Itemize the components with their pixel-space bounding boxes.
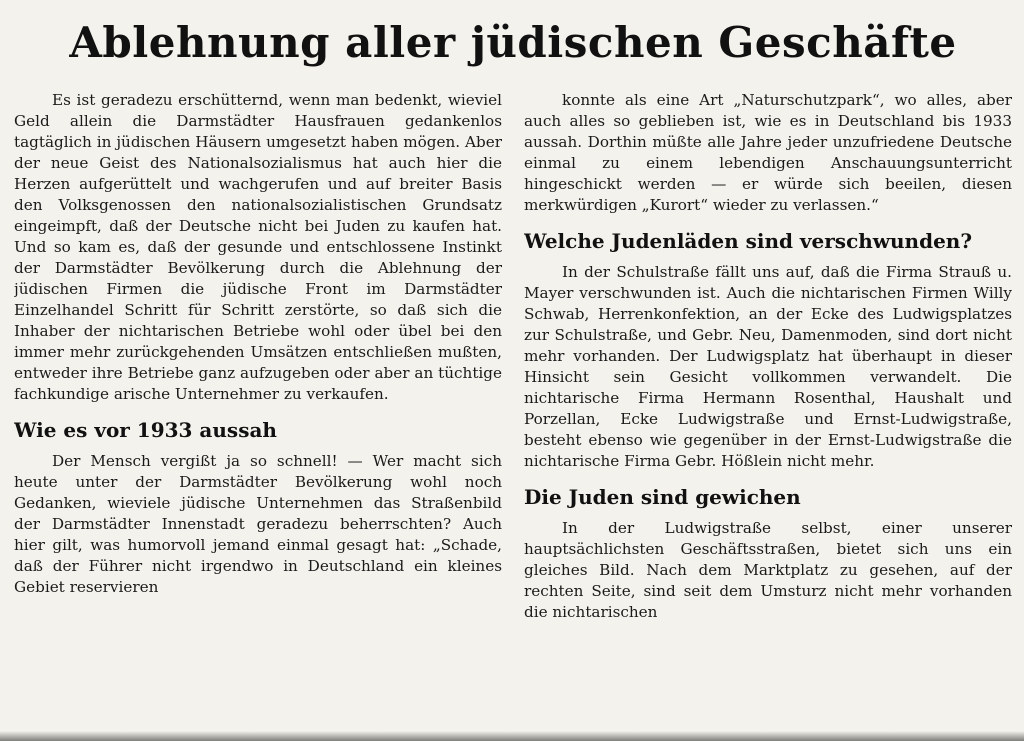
scan-bottom-edge	[0, 731, 1024, 741]
subheading-before-1933: Wie es vor 1933 aussah	[14, 418, 277, 442]
right-column	[524, 90, 1012, 731]
right-paragraph-3: In der Ludwigstraße selbst, einer unserer hauptsächlichsten Geschäftsstraßen, bietet sich uns ein gleiches Bild. Nach dem Marktplatz zu gesehen, auf der rechten Seite, sind seit dem Umsturz nicht mehr vorhanden die nichtarischen	[524, 519, 1012, 621]
right-paragraph-1: konnte als eine Art „Naturschutzpark“, wo alles, aber auch alles so geblieben ist, wie es in Deutschland bis 1933 aussah. Dorthin müßte alle Jahre jeder unzufriedene Deutsche einmal zu einem lebendigen Anschauungsunterricht hingeschickt werden — er würde sich beeilen, diesen merkwürdigen „Kurort“ wieder zu verlassen.“	[524, 91, 1012, 214]
left-paragraph-2: Der Mensch vergißt ja so schnell! — Wer macht sich heute unter der Darmstädter Bevölkerung wohl noch Gedanken, wieviele jüdische Unternehmen das Straßenbild der Darmstädter Innenstadt geradezu beherrschten? Auch hier gilt, was humorvoll jemand einmal gesagt hat: „Schade, daß der Führer nicht irgendwo in Deutschland ein kleines Gebiet reservieren	[14, 452, 502, 596]
article-body	[14, 90, 1012, 731]
left-paragraph-1: Es ist geradezu erschütternd, wenn man bedenkt, wieviel Geld allein die Darmstädter Hausfrauen gedankenlos tagtäglich in jüdischen Häusern umgesetzt haben mögen. Aber der neue Geist des Nationalsozialismus hat auch hier die Herzen aufgerüttelt und wachgerufen und auf breiter Basis den Volksgenossen den nationalsozialistischen Grundsatz eingeimpft, daß der Deutsche nicht bei Juden zu kaufen hat. Und so kam es, daß der gesunde und entschlossene Instinkt der Darmstädter Bevölkerung durch die Ablehnung der jüdischen Firmen die jüdische Front im Darmstädter Einzelhandel Schritt für Schritt zerstörte, so daß sich die Inhaber der nichtarischen Betriebe wohl oder übel bei den immer mehr zurückgehenden Umsätzen entschließen mußten, entweder ihre Betriebe ganz aufzugeben oder aber an tüchtige fachkundige arische Unternehmer zu verkaufen.	[14, 91, 502, 403]
subheading-gone: Die Juden sind gewichen	[524, 485, 801, 509]
right-paragraph-2: In der Schulstraße fällt uns auf, daß die Firma Strauß u. Mayer verschwunden ist. Auch die nichtarischen Firmen Willy Schwab, Herrenkonfektion, an der Ecke des Ludwigsplatzes zur Schulstraße, und Gebr. Neu, Damenmoden, sind dort nicht mehr vorhanden. Der Ludwigsplatz hat überhaupt in dieser Hinsicht sein Gesicht vollkommen verwandelt. Die nichtarische Firma Hermann Rosenthal, Haushalt und Porzellan, Ecke Ludwigstraße und Ernst-Ludwigstraße, besteht ebenso wie gegenüber in der Ernst-Ludwigstraße die nichtarische Firma Gebr. Hößlein nicht mehr.	[524, 263, 1012, 470]
subheading-vanished-shops: Welche Judenläden sind verschwunden?	[524, 229, 973, 253]
left-column	[14, 90, 502, 731]
article-headline: Ablehnung aller jüdischen Geschäfte	[69, 18, 957, 67]
